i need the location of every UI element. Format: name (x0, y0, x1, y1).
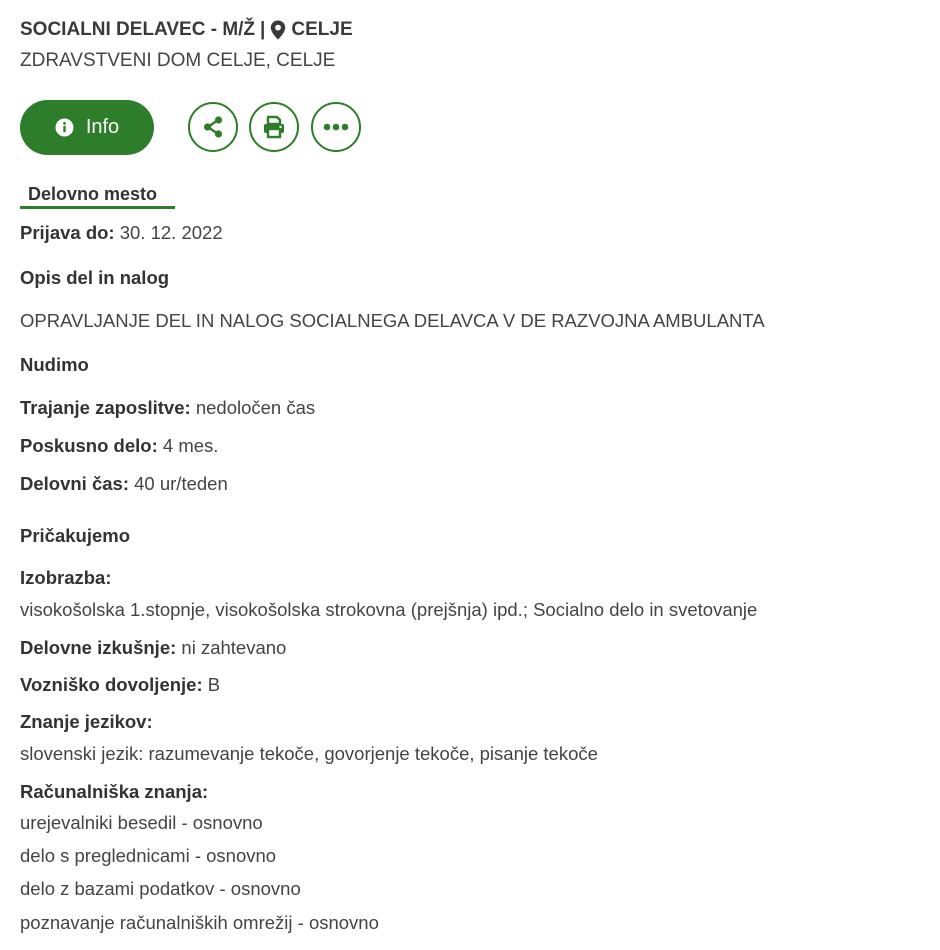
location-pin-icon (270, 20, 286, 40)
print-icon (262, 115, 286, 139)
duration-row (20, 396, 315, 420)
title-separator: | (260, 19, 266, 40)
computer-skill-item: poznavanje računalniških omrežij - osnovno (20, 912, 379, 933)
computer-skills-label: Računalniška znanja: (20, 781, 209, 802)
education-value: visokošolska 1.stopnje, visokošolska strokovna (prejšnja) ipd.; Socialno delo in svetovanje (20, 599, 758, 620)
deadline-row (20, 221, 223, 245)
offer-heading: Nudimo (20, 354, 89, 375)
duration-label: Trajanje zaposlitve: (20, 397, 191, 418)
probation-value: 4 mes. (162, 435, 219, 456)
languages-label: Znanje jezikov: (20, 711, 153, 732)
hours-value: 40 ur/teden (134, 473, 228, 494)
hours-row (20, 472, 228, 496)
hours-label: Delovni čas: (20, 473, 129, 494)
print-button[interactable] (249, 102, 299, 152)
duration-value: nedoločen čas (195, 397, 316, 418)
job-location: CELJE (291, 19, 353, 40)
experience-value: ni zahtevano (181, 637, 287, 658)
computer-skill-item: delo s preglednicami - osnovno (20, 845, 277, 866)
info-icon (55, 118, 74, 137)
job-title-line (20, 18, 353, 42)
deadline-value: 30. 12. 2022 (119, 222, 223, 243)
experience-row (20, 636, 286, 660)
employer-name: ZDRAVSTVENI DOM CELJE, CELJE (20, 50, 336, 71)
license-value: B (207, 674, 221, 695)
description-heading: Opis del in nalog (20, 267, 170, 288)
computer-skill-item: urejevalniki besedil - osnovno (20, 812, 263, 833)
probation-row (20, 434, 218, 458)
share-button[interactable] (188, 102, 238, 152)
more-options-button[interactable] (311, 102, 361, 152)
computer-skill-item: delo z bazami podatkov - osnovno (20, 878, 301, 899)
expect-heading: Pričakujemo (20, 525, 131, 546)
languages-value: slovenski jezik: razumevanje tekoče, govorjenje tekoče, pisanje tekoče (20, 743, 598, 764)
tab-delovno-mesto[interactable]: Delovno mesto (20, 181, 175, 209)
info-button[interactable] (20, 100, 154, 155)
probation-label: Poskusno delo: (20, 435, 158, 456)
education-label: Izobrazba: (20, 567, 112, 588)
job-title: SOCIALNI DELAVEC - M/Ž (20, 19, 256, 40)
info-button-label: Info (85, 116, 120, 138)
description-text: OPRAVLJANJE DEL IN NALOG SOCIALNEGA DELAVCA V DE RAZVOJNA AMBULANTA (20, 310, 765, 331)
deadline-label: Prijava do: (20, 222, 115, 243)
more-icon (323, 123, 349, 131)
license-row (20, 673, 220, 697)
license-label: Vozniško dovoljenje: (20, 674, 203, 695)
share-icon (201, 115, 225, 139)
experience-label: Delovne izkušnje: (20, 637, 177, 658)
